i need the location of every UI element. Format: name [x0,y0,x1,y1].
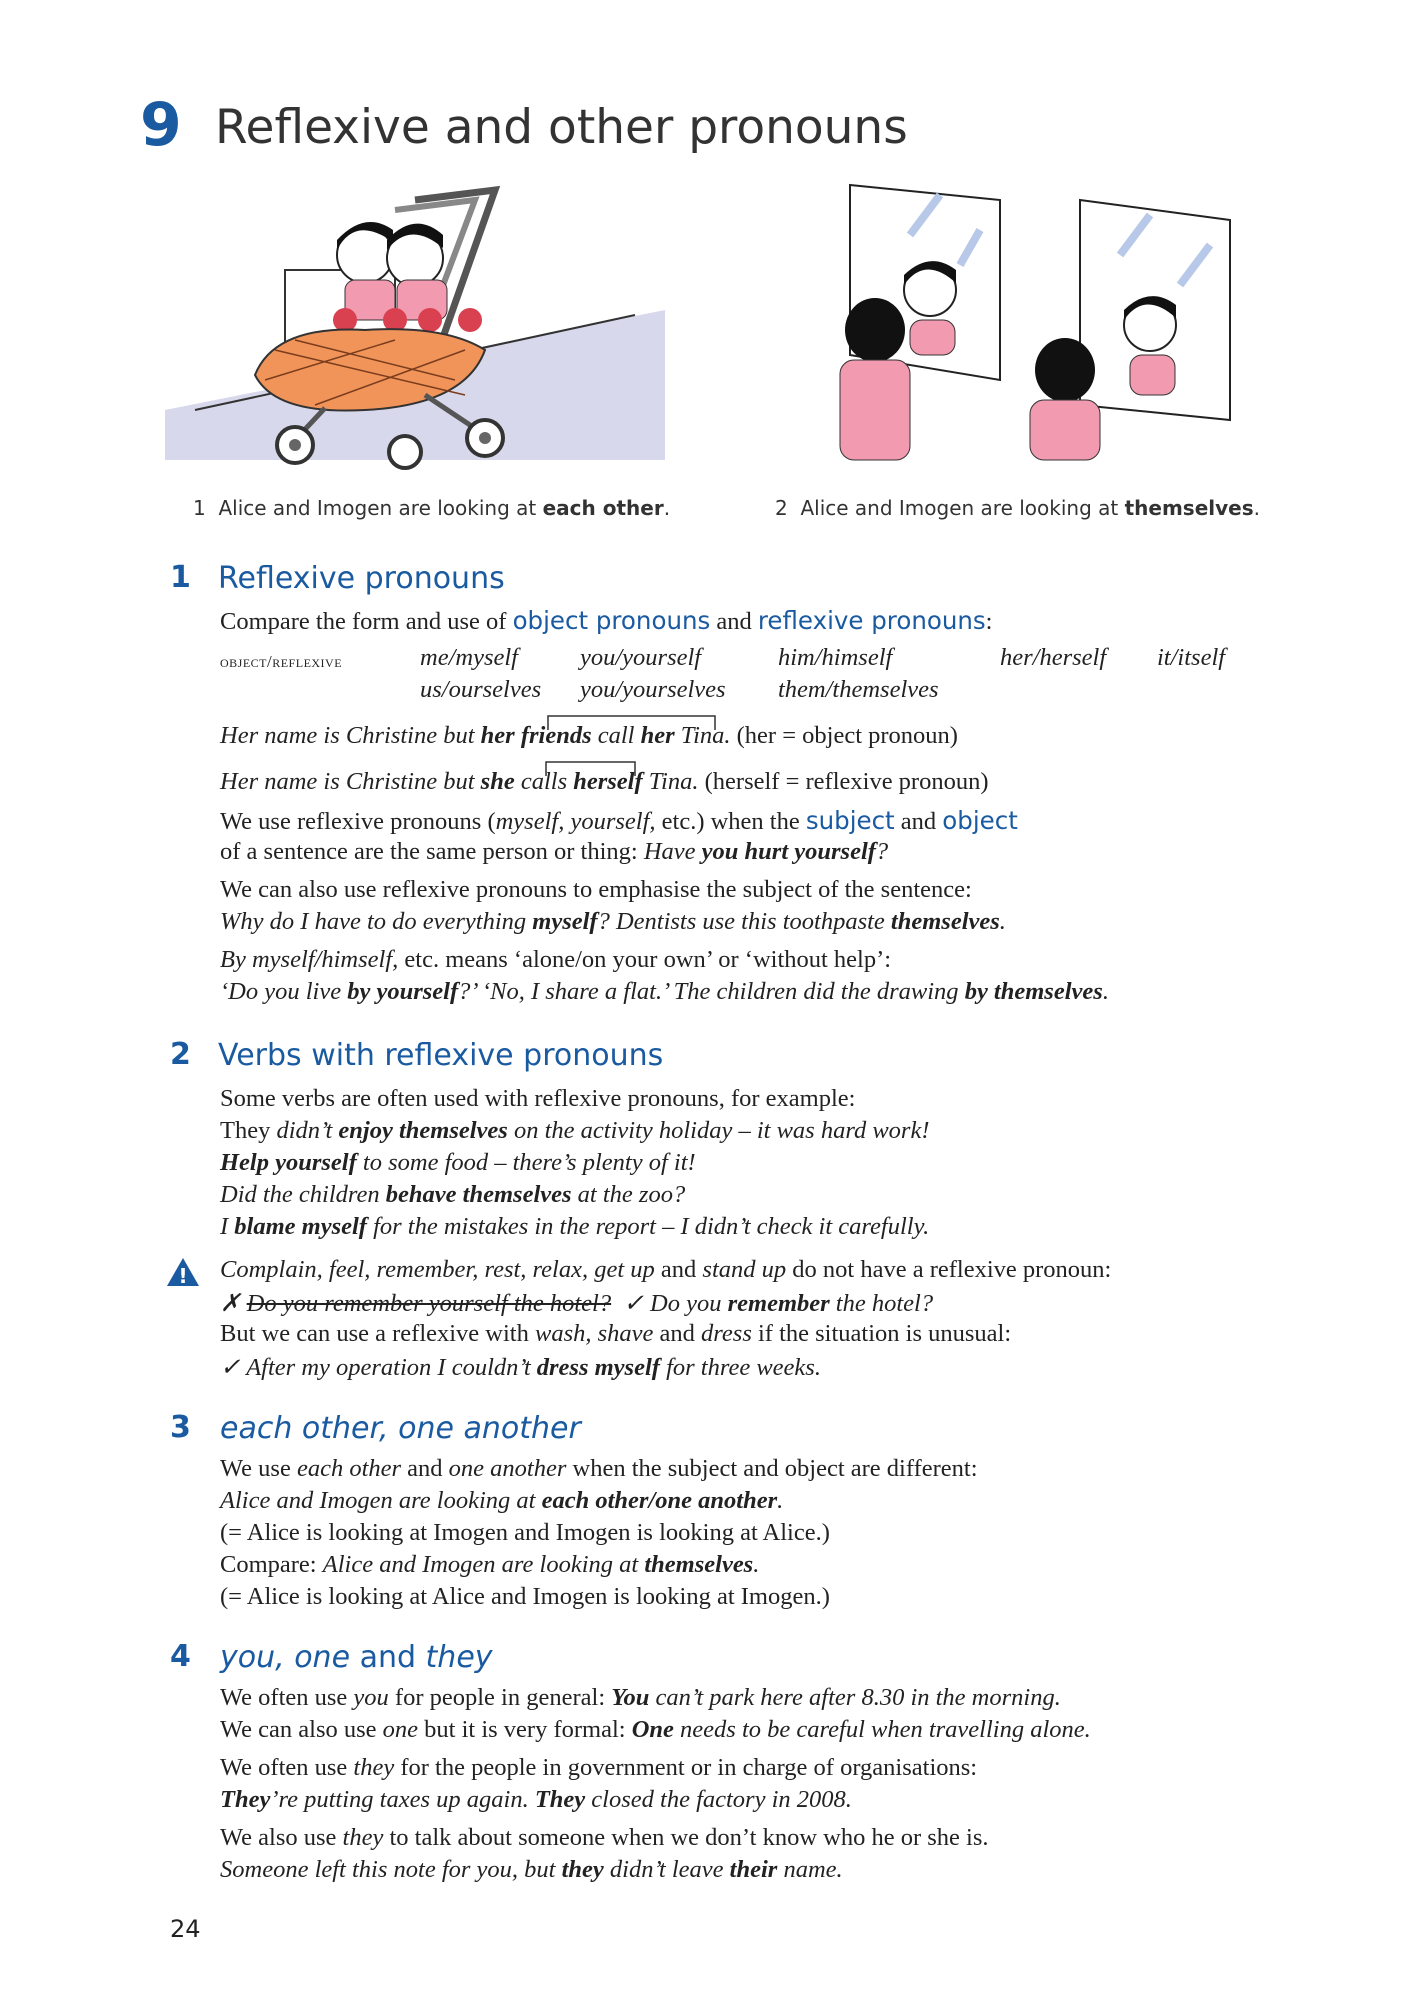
s1-para-1b [220,838,888,866]
warning-mark: ! [178,1264,188,1288]
pronoun-cell: us/ourselves [420,676,542,703]
text: . [999,908,1006,935]
caption-end: . [1253,496,1260,520]
text: name. [777,1856,843,1883]
italic: one [382,1716,419,1743]
text: ?’ ‘No, I share a flat.’ The children did the drawing [458,978,965,1005]
s2-line-2 [220,1117,930,1145]
text: call [591,722,641,749]
s3-line-2 [220,1487,783,1515]
bold: themselves [890,908,1000,935]
caption-1 [193,496,670,520]
italic: Alice and Imogen are looking at [322,1551,645,1578]
bold: One [631,1716,674,1743]
term-link: reflexive pronouns [757,606,986,635]
italic: dress [701,1320,752,1347]
text: ’re putting taxes up again. [270,1786,535,1813]
section-1-number: 1 [170,560,191,595]
pronoun-cell: them/themselves [778,676,939,703]
s4-line-6 [220,1856,843,1884]
s2-line-5 [220,1213,929,1241]
text: Her name is Christine but [220,768,481,795]
bold: her [640,722,675,749]
italic: they [353,1754,395,1781]
text: closed the factory in 2008. [585,1786,852,1813]
caption-bold: themselves [1124,496,1254,520]
pronoun-cell: me/myself [420,644,518,671]
italic: stand up [702,1256,787,1283]
s4-line-4 [220,1786,852,1814]
s2-warn-4 [220,1352,821,1382]
text: and [653,1320,702,1347]
text: to some food – there’s plenty of it! [356,1149,696,1176]
s1-para-3a [220,946,891,974]
caption-end: . [663,496,671,520]
text: etc. means ‘alone/on your own’ or ‘without help’: [398,946,892,973]
caption-text: Alice and Imogen are looking at [800,496,1125,520]
text: (her = object pronoun) [730,722,958,749]
text: Tina. [642,768,699,795]
s2-warn-2 [220,1288,933,1318]
text: Do you [650,1290,728,1317]
s1-para-3b [220,978,1109,1006]
caption-text: Alice and Imogen are looking at [218,496,543,520]
text: for the mistakes in the report – I didn’t check it carefully. [366,1213,930,1240]
s4-line-2 [220,1716,1091,1744]
text: (herself = reflexive pronoun) [698,768,989,795]
text: and [401,1455,449,1482]
italic: they [342,1824,384,1851]
text: do not have a reflexive pronoun: [786,1256,1112,1283]
italic: you [353,1684,389,1711]
bold: You [611,1684,650,1711]
text: Alice and Imogen are looking at [220,1487,542,1514]
text: Did the children [220,1181,386,1208]
italic: needs to be careful when travelling alone. [673,1716,1091,1743]
text: of a sentence are the same person or thing: [220,838,644,865]
s2-line-1: Some verbs are often used with reflexive pronouns, for example: [220,1085,856,1112]
pronoun-cell: her/herself [1000,644,1107,671]
italic: can’t park here after 8.30 in the morning. [649,1684,1061,1711]
illustration-mirrors [790,175,1260,465]
text: didn’t leave [603,1856,730,1883]
caption-number: 1 [193,496,206,520]
bold: friends [520,722,592,749]
text: I [220,1213,235,1240]
text: for people in general: [388,1684,612,1711]
bold: herself [573,768,643,795]
text: We use [220,1455,297,1482]
section-4-number: 4 [170,1639,191,1674]
text: and [654,1256,703,1283]
italic: didn’t [276,1117,339,1144]
italic: you, one [220,1640,351,1675]
s3-line-5: (= Alice is looking at Alice and Imogen is looking at Imogen.) [220,1583,830,1610]
bold: myself [532,908,598,935]
bold: by themselves [964,978,1103,1005]
text: and [350,1640,426,1675]
text: etc.) when the [655,808,806,835]
bold: by yourself [347,978,459,1005]
s2-warn-3 [220,1320,1011,1348]
section-1-title: Reflexive pronouns [218,561,505,596]
text: Tina. [674,722,731,749]
pronoun-cell: him/himself [778,644,893,671]
pronoun-cell: you/yourselves [580,676,726,703]
bold: blame myself [234,1213,367,1240]
text: but it is very formal: [418,1716,632,1743]
caption-2 [775,496,1260,520]
bold: Help yourself [220,1149,357,1176]
pronoun-table-label: object/reflexive [220,652,343,671]
section-2-title: Verbs with reflexive pronouns [218,1038,664,1073]
text: We also use [220,1824,343,1851]
warning-icon [165,1256,201,1288]
italic: one another [448,1455,567,1482]
illustration-pushchair [165,180,665,470]
text: for three weeks. [659,1354,821,1381]
italic: wash, shave [534,1320,654,1347]
pronoun-cell: it/itself [1157,644,1226,671]
italic: . [753,1551,760,1578]
pronoun-cell: you/yourself [580,644,702,671]
bold: her [480,722,515,749]
tick-icon: ✓ [623,1290,644,1317]
s2-warn-1 [220,1256,1111,1284]
s3-line-3: (= Alice is looking at Imogen and Imogen is looking at Alice.) [220,1519,830,1546]
text: Compare: [220,1551,323,1578]
text: After my operation I couldn’t [246,1354,537,1381]
text: and [894,808,943,835]
text: We often use [220,1754,354,1781]
text: and [710,608,758,635]
text: Her name is Christine but [220,722,481,749]
text: We can also use [220,1716,383,1743]
s2-line-3 [220,1149,696,1177]
s2-line-4 [220,1181,685,1209]
bold: They [220,1786,271,1813]
bold: behave themselves [385,1181,572,1208]
bold: she [480,768,515,795]
section-3-number: 3 [170,1410,191,1445]
section-2-number: 2 [170,1037,191,1072]
text: We use reflexive pronouns ( [220,808,496,835]
bold: remember [727,1290,830,1317]
s1-para-2a: We can also use reflexive pronouns to emphasise the subject of the sentence: [220,876,972,903]
text: the hotel? [829,1290,934,1317]
text: Why do I have to do everything [220,908,533,935]
italic: Have [643,838,702,865]
italic: on the activity holiday – it was hard work! [507,1117,930,1144]
italic: Complain, feel, remember, rest, relax, get up [220,1256,655,1283]
bold: enjoy themselves [338,1117,508,1144]
bold: They [534,1786,586,1813]
text: ? Dentists use this toothpaste [597,908,891,935]
italic: By myself/himself, [220,946,399,973]
cross-icon: ✗ [220,1290,241,1317]
s1-intro [220,606,992,636]
s1-example-2 [220,768,989,796]
text: They [220,1117,277,1144]
section-3-title: each other, one another [220,1411,581,1446]
caption-bold: each other [542,496,664,520]
s4-line-3 [220,1754,977,1782]
text: at the zoo? [571,1181,686,1208]
text: Someone left this note for you, but [220,1856,562,1883]
bold: their [729,1856,778,1883]
term-link: subject [805,806,895,835]
s1-para-1a [220,806,1018,836]
s3-line-4 [220,1551,759,1579]
italic: myself, yourself, [495,808,656,835]
text: to talk about someone when we don’t know who he or she is. [383,1824,989,1851]
s3-line-1 [220,1455,978,1483]
text: But we can use a reflexive with [220,1320,535,1347]
text: for the people in government or in charge of organisations: [394,1754,978,1781]
text: Compare the form and use of [220,608,513,635]
text: . [777,1487,784,1514]
text: . [1102,978,1109,1005]
bold: each other/one another [541,1487,778,1514]
page-number: 24 [170,1915,201,1943]
s1-para-2b [220,908,1006,936]
text: calls [514,768,574,795]
italic: each other [296,1455,402,1482]
text: ‘Do you live [220,978,348,1005]
bold: they [561,1856,604,1883]
bold: dress myself [536,1354,660,1381]
unit-title: Reflexive and other pronouns [215,100,908,155]
text: if the situation is unusual: [751,1320,1012,1347]
text: : [985,608,993,635]
caption-number: 2 [775,496,788,520]
term-link: object [942,806,1018,835]
italic: they [425,1640,493,1675]
tick-icon: ✓ [220,1354,241,1381]
s4-line-5 [220,1824,989,1852]
bold: you hurt yourself [701,838,876,865]
wrong-example: Do you remember yourself the hotel? [246,1290,612,1317]
s4-line-1 [220,1684,1061,1712]
text: when the subject and object are different: [566,1455,978,1482]
bold: themselves [644,1551,754,1578]
italic: ? [875,838,889,865]
term-link: object pronouns [512,606,711,635]
unit-number: 9 [140,90,182,160]
section-4-title [220,1640,493,1675]
s1-example-1 [220,722,958,750]
text: We often use [220,1684,354,1711]
